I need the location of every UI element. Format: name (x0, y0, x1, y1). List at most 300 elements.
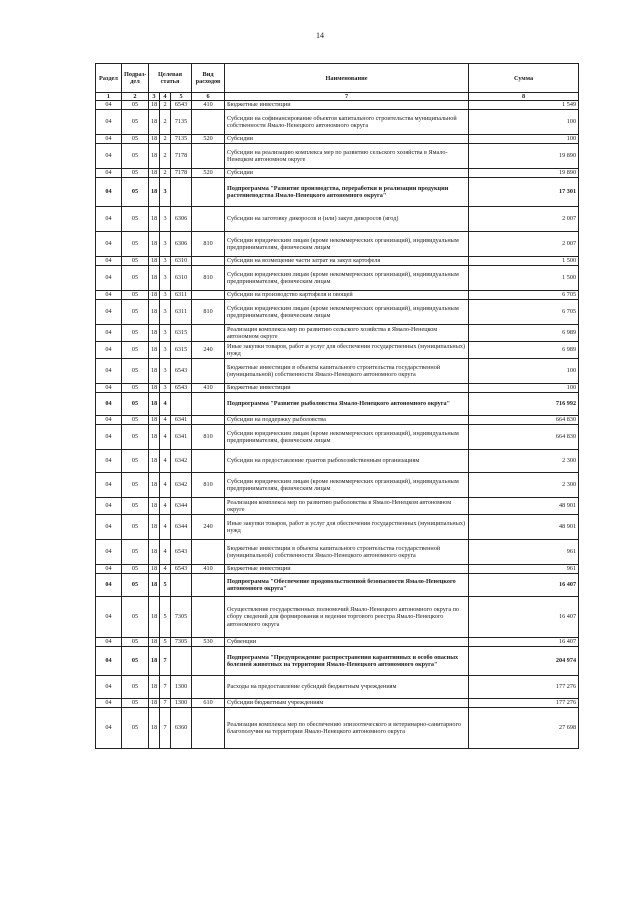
cell-name: Подпрограмма "Развитие производства, переработки и реализации продукции растениеводства Ямало-Ненецкого автономного округа" (225, 178, 469, 207)
table-row (96, 425, 579, 450)
cell-expense-type (192, 676, 225, 699)
cell-razdel: 04 (96, 144, 122, 169)
cell-name: Подпрограмма "Развитие рыболовства Ямало-Ненецкого автономного округа" (225, 393, 469, 416)
cell-sum: 6 989 (469, 325, 579, 342)
table-row (96, 169, 579, 178)
cell-target-code-3 (171, 647, 192, 676)
table-row (96, 515, 579, 540)
table-row (96, 498, 579, 515)
cell-target-code-1: 18 (149, 540, 160, 565)
cell-name: Осуществление государственных полномочий Ямало-Ненецкого автономного округа по сбору сведений для формирования и ведения торгового реестра Ямало-Ненецкого автономного округа (225, 597, 469, 638)
table-row (96, 101, 579, 110)
cell-razdel: 04 (96, 384, 122, 393)
cell-target-code-2: 2 (160, 135, 171, 144)
cell-target-code-1: 18 (149, 699, 160, 708)
cell-podrazdel: 05 (122, 708, 149, 749)
cell-target-code-1: 18 (149, 574, 160, 597)
cell-razdel: 04 (96, 574, 122, 597)
cell-podrazdel: 05 (122, 300, 149, 325)
cell-expense-type (192, 708, 225, 749)
cell-target-code-1: 18 (149, 565, 160, 574)
cell-target-code-2: 2 (160, 144, 171, 169)
column-number: 3 (149, 93, 160, 101)
cell-podrazdel: 05 (122, 359, 149, 384)
cell-podrazdel: 05 (122, 178, 149, 207)
column-number: 1 (96, 93, 122, 101)
cell-sum: 27 698 (469, 708, 579, 749)
cell-target-code-2: 4 (160, 498, 171, 515)
cell-target-code-3: 7135 (171, 110, 192, 135)
cell-target-code-1: 18 (149, 325, 160, 342)
cell-sum: 177 276 (469, 676, 579, 699)
cell-name: Субсидии на предоставление грантов рыбохозяйственным организациям (225, 450, 469, 473)
cell-name: Субвенции (225, 638, 469, 647)
cell-name: Субсидии на производство картофеля и овощей (225, 291, 469, 300)
cell-target-code-2: 3 (160, 178, 171, 207)
cell-razdel: 04 (96, 300, 122, 325)
table-row (96, 647, 579, 676)
cell-target-code-1: 18 (149, 101, 160, 110)
cell-razdel: 04 (96, 676, 122, 699)
cell-name: Подпрограмма "Обеспечение продовольственной безопасности Ямало-Ненецкого автономного округа" (225, 574, 469, 597)
table-row (96, 110, 579, 135)
cell-name: Субсидии бюджетным учреждениям (225, 699, 469, 708)
table-row (96, 207, 579, 232)
cell-podrazdel: 05 (122, 135, 149, 144)
cell-podrazdel: 05 (122, 473, 149, 498)
cell-target-code-2: 3 (160, 207, 171, 232)
table-row (96, 473, 579, 498)
cell-target-code-3 (171, 393, 192, 416)
table-row (96, 232, 579, 257)
cell-target-code-3: 6315 (171, 342, 192, 359)
cell-podrazdel: 05 (122, 450, 149, 473)
cell-razdel: 04 (96, 708, 122, 749)
cell-name: Субсидии юридическим лицам (кроме некоммерческих организаций), индивидуальным предпринимателям, физическим лицам (225, 425, 469, 450)
cell-target-code-3: 6543 (171, 565, 192, 574)
cell-target-code-1: 18 (149, 416, 160, 425)
cell-sum: 6 705 (469, 291, 579, 300)
cell-podrazdel: 05 (122, 540, 149, 565)
cell-razdel: 04 (96, 425, 122, 450)
cell-target-code-3: 6341 (171, 425, 192, 450)
cell-razdel: 04 (96, 540, 122, 565)
cell-target-code-2: 3 (160, 384, 171, 393)
cell-target-code-3: 1300 (171, 676, 192, 699)
cell-podrazdel: 05 (122, 699, 149, 708)
cell-expense-type: 810 (192, 266, 225, 291)
cell-target-code-1: 18 (149, 393, 160, 416)
cell-podrazdel: 05 (122, 638, 149, 647)
cell-sum: 6 705 (469, 300, 579, 325)
cell-target-code-1: 18 (149, 425, 160, 450)
cell-target-code-1: 18 (149, 515, 160, 540)
table-row (96, 325, 579, 342)
table-row (96, 342, 579, 359)
cell-name: Субсидии юридическим лицам (кроме некоммерческих организаций), индивидуальным предпринимателям, физическим лицам (225, 300, 469, 325)
cell-target-code-3: 6342 (171, 473, 192, 498)
cell-sum: 100 (469, 359, 579, 384)
cell-name: Субсидии на возмещение части затрат на закуп картофеля (225, 257, 469, 266)
cell-expense-type: 810 (192, 300, 225, 325)
cell-target-code-2: 7 (160, 699, 171, 708)
cell-name: Иные закупки товаров, работ и услуг для обеспечения государственных (муниципальных) нужд (225, 515, 469, 540)
cell-target-code-2: 7 (160, 647, 171, 676)
table-row (96, 393, 579, 416)
cell-razdel: 04 (96, 266, 122, 291)
cell-target-code-1: 18 (149, 498, 160, 515)
header-summa: Сумма (469, 64, 579, 93)
column-number: 2 (122, 93, 149, 101)
cell-target-code-2: 4 (160, 540, 171, 565)
cell-target-code-3: 6311 (171, 291, 192, 300)
header-naimenovanie: Наименование (225, 64, 469, 93)
cell-expense-type: 410 (192, 384, 225, 393)
cell-podrazdel: 05 (122, 207, 149, 232)
cell-name: Субсидии (225, 135, 469, 144)
cell-name: Бюджетные инвестиции (225, 101, 469, 110)
cell-razdel: 04 (96, 342, 122, 359)
cell-sum: 48 901 (469, 498, 579, 515)
cell-podrazdel: 05 (122, 565, 149, 574)
cell-name: Субсидии юридическим лицам (кроме некоммерческих организаций), индивидуальным предпринимателям, физическим лицам (225, 232, 469, 257)
cell-target-code-2: 2 (160, 169, 171, 178)
cell-razdel: 04 (96, 699, 122, 708)
cell-name: Расходы на предоставление субсидий бюджетным учреждениям (225, 676, 469, 699)
table-row (96, 257, 579, 266)
cell-podrazdel: 05 (122, 676, 149, 699)
column-number: 7 (225, 93, 469, 101)
cell-razdel: 04 (96, 178, 122, 207)
cell-podrazdel: 05 (122, 144, 149, 169)
cell-podrazdel: 05 (122, 110, 149, 135)
cell-sum: 16 407 (469, 574, 579, 597)
cell-podrazdel: 05 (122, 101, 149, 110)
cell-name: Бюджетные инвестиции (225, 565, 469, 574)
cell-sum: 48 901 (469, 515, 579, 540)
cell-podrazdel: 05 (122, 597, 149, 638)
cell-target-code-3 (171, 574, 192, 597)
cell-expense-type: 610 (192, 699, 225, 708)
cell-razdel: 04 (96, 291, 122, 300)
table-row (96, 565, 579, 574)
cell-podrazdel: 05 (122, 574, 149, 597)
cell-name: Субсидии (225, 169, 469, 178)
cell-sum: 1 500 (469, 266, 579, 291)
cell-target-code-3: 7135 (171, 135, 192, 144)
cell-sum: 17 301 (469, 178, 579, 207)
cell-expense-type (192, 207, 225, 232)
cell-target-code-1: 18 (149, 359, 160, 384)
cell-target-code-1: 18 (149, 291, 160, 300)
table-row (96, 574, 579, 597)
cell-razdel: 04 (96, 393, 122, 416)
cell-target-code-1: 18 (149, 676, 160, 699)
page-number: 14 (316, 31, 324, 40)
cell-target-code-3: 6341 (171, 416, 192, 425)
cell-razdel: 04 (96, 169, 122, 178)
cell-target-code-3: 6315 (171, 325, 192, 342)
cell-razdel: 04 (96, 101, 122, 110)
cell-razdel: 04 (96, 647, 122, 676)
table-row (96, 540, 579, 565)
cell-name: Реализация комплекса мер по развитию сельского хозяйства в Ямало-Ненецком автономном округе (225, 325, 469, 342)
cell-razdel: 04 (96, 325, 122, 342)
table-row (96, 638, 579, 647)
cell-target-code-1: 18 (149, 257, 160, 266)
cell-sum: 1 500 (469, 257, 579, 266)
cell-sum: 204 974 (469, 647, 579, 676)
table-row (96, 291, 579, 300)
cell-name: Субсидии юридическим лицам (кроме некоммерческих организаций), индивидуальным предпринимателям, физическим лицам (225, 473, 469, 498)
table-row (96, 178, 579, 207)
cell-target-code-3: 6342 (171, 450, 192, 473)
cell-name: Субсидии на заготовку дикоросов и (или) закуп дикоросов (ягод) (225, 207, 469, 232)
header-vid-rashodov: Вид расходов (192, 64, 225, 93)
cell-sum: 100 (469, 110, 579, 135)
cell-expense-type: 520 (192, 135, 225, 144)
cell-name: Иные закупки товаров, работ и услуг для обеспечения государственных (муниципальных) нужд (225, 342, 469, 359)
cell-razdel: 04 (96, 515, 122, 540)
cell-sum: 2 300 (469, 450, 579, 473)
cell-expense-type (192, 597, 225, 638)
cell-razdel: 04 (96, 416, 122, 425)
cell-podrazdel: 05 (122, 257, 149, 266)
table-row (96, 300, 579, 325)
cell-podrazdel: 05 (122, 342, 149, 359)
cell-target-code-3: 6344 (171, 498, 192, 515)
cell-podrazdel: 05 (122, 266, 149, 291)
cell-razdel: 04 (96, 232, 122, 257)
cell-target-code-3 (171, 178, 192, 207)
cell-target-code-1: 18 (149, 207, 160, 232)
cell-name: Бюджетные инвестиции в объекты капитального строительства государственной (муниципальной) собственности Ямало-Ненецкого автономного округа (225, 540, 469, 565)
cell-target-code-1: 18 (149, 232, 160, 257)
cell-expense-type (192, 359, 225, 384)
column-number: 8 (469, 93, 579, 101)
cell-target-code-2: 3 (160, 232, 171, 257)
cell-sum: 19 890 (469, 144, 579, 169)
cell-sum: 19 890 (469, 169, 579, 178)
cell-podrazdel: 05 (122, 416, 149, 425)
cell-target-code-3: 6344 (171, 515, 192, 540)
cell-expense-type: 810 (192, 232, 225, 257)
cell-target-code-1: 18 (149, 384, 160, 393)
cell-podrazdel: 05 (122, 291, 149, 300)
cell-target-code-1: 18 (149, 342, 160, 359)
cell-name: Субсидии на реализацию комплекса мер по развитию сельского хозяйства в Ямало-Ненецком автономном округе (225, 144, 469, 169)
cell-target-code-3: 7305 (171, 597, 192, 638)
column-numbers-row (96, 93, 579, 101)
table-body (96, 101, 579, 749)
cell-expense-type: 240 (192, 515, 225, 540)
cell-target-code-1: 18 (149, 178, 160, 207)
table-row (96, 266, 579, 291)
column-number: 4 (160, 93, 171, 101)
cell-target-code-1: 18 (149, 708, 160, 749)
cell-target-code-1: 18 (149, 638, 160, 647)
cell-name: Реализация комплекса мер по развитию рыболовства в Ямало-Ненецком автономном округе (225, 498, 469, 515)
cell-expense-type (192, 574, 225, 597)
cell-expense-type (192, 291, 225, 300)
cell-target-code-2: 3 (160, 342, 171, 359)
cell-expense-type (192, 144, 225, 169)
cell-target-code-1: 18 (149, 144, 160, 169)
cell-razdel: 04 (96, 207, 122, 232)
cell-target-code-1: 18 (149, 169, 160, 178)
cell-sum: 716 992 (469, 393, 579, 416)
cell-target-code-2: 4 (160, 416, 171, 425)
cell-sum: 2 300 (469, 473, 579, 498)
cell-sum: 664 830 (469, 425, 579, 450)
header-celevaya-statya: Целевая статья (149, 64, 192, 93)
cell-podrazdel: 05 (122, 515, 149, 540)
cell-target-code-1: 18 (149, 450, 160, 473)
column-number: 6 (192, 93, 225, 101)
cell-sum: 2 007 (469, 232, 579, 257)
cell-expense-type (192, 325, 225, 342)
cell-target-code-2: 7 (160, 676, 171, 699)
cell-target-code-2: 3 (160, 325, 171, 342)
cell-target-code-3: 6306 (171, 207, 192, 232)
cell-sum: 177 276 (469, 699, 579, 708)
column-number: 5 (171, 93, 192, 101)
header-row (96, 64, 579, 93)
cell-target-code-1: 18 (149, 597, 160, 638)
budget-table (95, 63, 579, 749)
cell-sum: 2 007 (469, 207, 579, 232)
cell-name: Субсидии юридическим лицам (кроме некоммерческих организаций), индивидуальным предпринимателям, физическим лицам (225, 266, 469, 291)
cell-target-code-3: 6543 (171, 101, 192, 110)
cell-target-code-3: 7178 (171, 144, 192, 169)
cell-expense-type (192, 178, 225, 207)
cell-target-code-2: 4 (160, 515, 171, 540)
cell-razdel: 04 (96, 498, 122, 515)
cell-razdel: 04 (96, 597, 122, 638)
cell-podrazdel: 05 (122, 425, 149, 450)
cell-target-code-2: 5 (160, 597, 171, 638)
cell-sum: 100 (469, 384, 579, 393)
cell-target-code-3: 1300 (171, 699, 192, 708)
cell-sum: 100 (469, 135, 579, 144)
cell-target-code-2: 2 (160, 110, 171, 135)
cell-target-code-1: 18 (149, 135, 160, 144)
cell-expense-type (192, 647, 225, 676)
table-row (96, 450, 579, 473)
cell-expense-type: 410 (192, 101, 225, 110)
cell-target-code-1: 18 (149, 647, 160, 676)
cell-target-code-3: 6543 (171, 359, 192, 384)
cell-target-code-2: 3 (160, 359, 171, 384)
cell-target-code-2: 5 (160, 574, 171, 597)
cell-target-code-2: 5 (160, 638, 171, 647)
cell-target-code-2: 4 (160, 565, 171, 574)
cell-target-code-2: 3 (160, 300, 171, 325)
cell-razdel: 04 (96, 473, 122, 498)
cell-target-code-3: 6306 (171, 232, 192, 257)
cell-target-code-1: 18 (149, 266, 160, 291)
cell-name: Бюджетные инвестиции (225, 384, 469, 393)
cell-podrazdel: 05 (122, 169, 149, 178)
cell-podrazdel: 05 (122, 325, 149, 342)
cell-target-code-2: 3 (160, 257, 171, 266)
cell-target-code-1: 18 (149, 473, 160, 498)
cell-target-code-3: 7305 (171, 638, 192, 647)
cell-target-code-3: 6310 (171, 266, 192, 291)
cell-target-code-2: 4 (160, 425, 171, 450)
cell-sum: 961 (469, 565, 579, 574)
header-podrazdel: Подраз-дел (122, 64, 149, 93)
cell-sum: 16 407 (469, 638, 579, 647)
cell-name: Подпрограмма "Предупреждение распространения карантинных и особо опасных болезней животных на территории Ямало-Ненецкого автономного округа" (225, 647, 469, 676)
cell-name: Субсидии на поддержку рыболовства (225, 416, 469, 425)
cell-razdel: 04 (96, 638, 122, 647)
cell-target-code-3: 7178 (171, 169, 192, 178)
cell-sum: 16 407 (469, 597, 579, 638)
cell-target-code-3: 6543 (171, 384, 192, 393)
cell-target-code-2: 4 (160, 393, 171, 416)
cell-target-code-1: 18 (149, 110, 160, 135)
cell-podrazdel: 05 (122, 232, 149, 257)
cell-sum: 961 (469, 540, 579, 565)
cell-razdel: 04 (96, 359, 122, 384)
cell-razdel: 04 (96, 135, 122, 144)
cell-razdel: 04 (96, 257, 122, 266)
cell-expense-type: 520 (192, 169, 225, 178)
cell-expense-type: 240 (192, 342, 225, 359)
cell-sum: 664 830 (469, 416, 579, 425)
cell-podrazdel: 05 (122, 647, 149, 676)
cell-target-code-2: 7 (160, 708, 171, 749)
table-row (96, 597, 579, 638)
cell-target-code-3: 6310 (171, 257, 192, 266)
cell-target-code-2: 4 (160, 473, 171, 498)
cell-expense-type (192, 393, 225, 416)
cell-podrazdel: 05 (122, 384, 149, 393)
table-row (96, 384, 579, 393)
cell-target-code-1: 18 (149, 300, 160, 325)
cell-expense-type: 810 (192, 473, 225, 498)
cell-expense-type: 410 (192, 565, 225, 574)
table-row (96, 416, 579, 425)
header-razdel: Раздел (96, 64, 122, 93)
cell-razdel: 04 (96, 565, 122, 574)
cell-name: Субсидии на софинансирование объектов капитального строительства муниципальной собственности Ямало-Ненецкого автономного округа (225, 110, 469, 135)
cell-target-code-2: 4 (160, 450, 171, 473)
table-row (96, 699, 579, 708)
cell-expense-type (192, 498, 225, 515)
cell-target-code-3: 6360 (171, 708, 192, 749)
cell-target-code-2: 3 (160, 291, 171, 300)
cell-sum: 6 989 (469, 342, 579, 359)
cell-podrazdel: 05 (122, 498, 149, 515)
cell-expense-type (192, 450, 225, 473)
table-row (96, 359, 579, 384)
cell-target-code-2: 2 (160, 101, 171, 110)
cell-razdel: 04 (96, 450, 122, 473)
cell-sum: 1 549 (469, 101, 579, 110)
cell-expense-type (192, 110, 225, 135)
cell-expense-type (192, 257, 225, 266)
cell-expense-type: 810 (192, 425, 225, 450)
cell-expense-type (192, 416, 225, 425)
table-row (96, 144, 579, 169)
cell-razdel: 04 (96, 110, 122, 135)
cell-name: Бюджетные инвестиции в объекты капитального строительства государственной (муниципальной) собственности Ямало-Ненецкого автономного округа (225, 359, 469, 384)
cell-expense-type: 530 (192, 638, 225, 647)
table-row (96, 676, 579, 699)
cell-target-code-3: 6311 (171, 300, 192, 325)
